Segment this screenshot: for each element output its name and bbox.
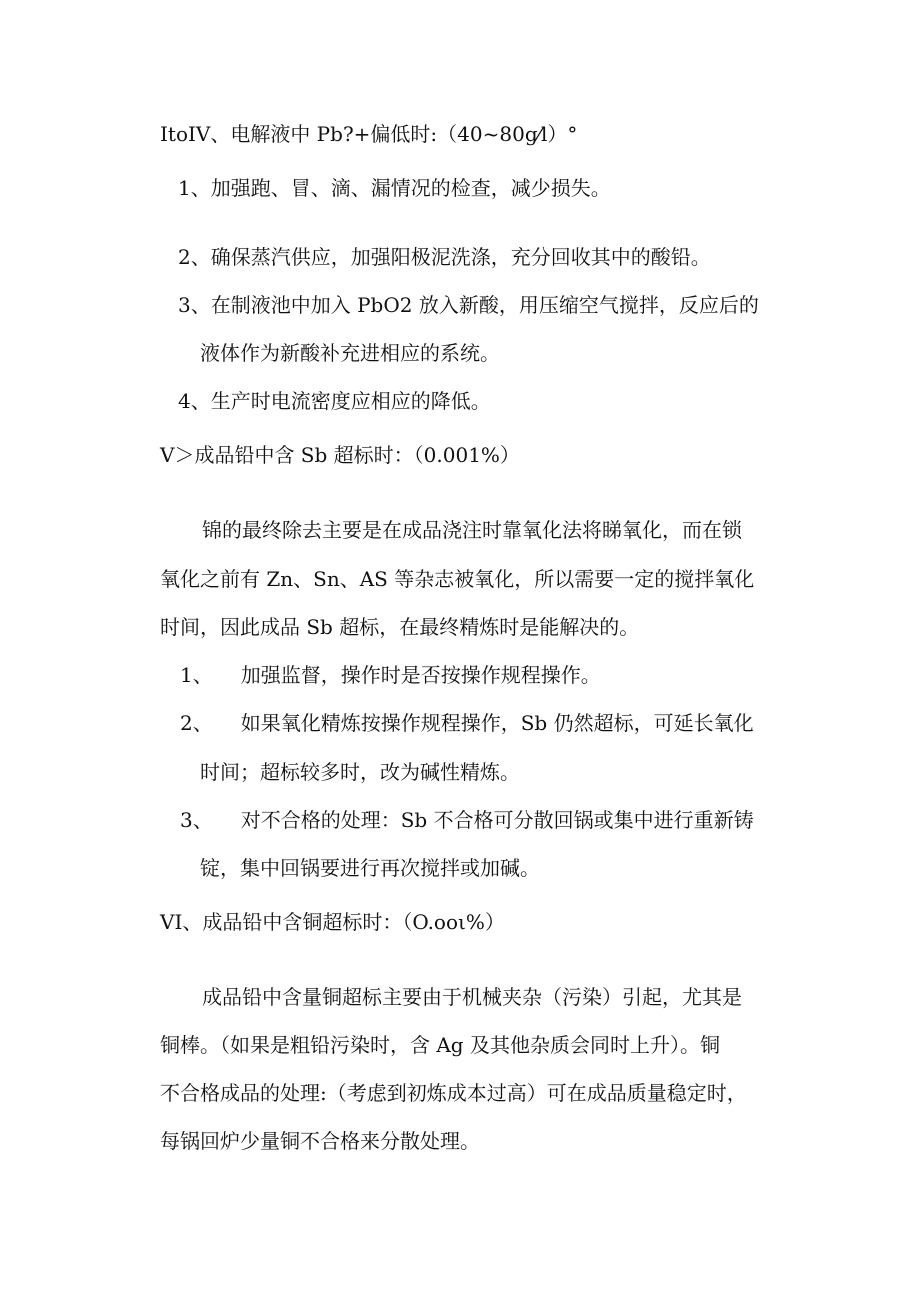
- list-item-continuation: 锭，集中回锅要进行再次搅拌或加碱。: [200, 856, 540, 880]
- list-item-text: 确保蒸汽供应，加强阳极泥洗涤，充分回收其中的酸铅。: [210, 245, 711, 269]
- paragraph-line: 每锅回炉少量铜不合格来分散处理。: [160, 1129, 480, 1153]
- list-item-text: 如果氧化精炼按操作规程操作，Sb 仍然超标，可延长氧化: [240, 711, 754, 735]
- list-item-number: 1、: [178, 176, 211, 200]
- paragraph-line: 铜棒。（如果是粗铅污染时，含 Ag 及其他杂质会同时上升）。铜: [160, 1033, 720, 1057]
- list-item-number: 1、: [180, 663, 213, 687]
- paragraph-line: 不合格成品的处理:（考虑到初炼成本过高）可在成品质量稳定时，: [160, 1081, 747, 1105]
- list-item-number: 3、: [178, 293, 211, 317]
- list-item-text: 加强跑、冒、滴、漏情况的检查，减少损失。: [210, 176, 611, 200]
- list-item-number: 3、: [180, 808, 213, 832]
- list-item: [178, 174, 611, 202]
- paragraph-line: 成品铅中含量铜超标主要由于机械夹杂（污染）引起，尤其是: [202, 985, 742, 1009]
- section-heading-vi: VI、成品铅中含铜超标时：（O.ooι%）: [160, 910, 505, 934]
- list-item-continuation: 液体作为新酸补充进相应的系统。: [200, 341, 500, 365]
- list-item: [180, 709, 754, 737]
- section-heading-iv: ItoIV、电解液中 Pb?+偏低时:（40~80g⁄l）°: [160, 122, 578, 146]
- paragraph-line: 锦的最终除去主要是在成品浇注时靠氧化法将睇氧化，而在锁: [202, 518, 742, 542]
- list-item-text: 对不合格的处理：Sb 不合格可分散回锅或集中进行重新铸: [240, 808, 754, 832]
- list-item-continuation: 时间；超标较多时，改为碱性精炼。: [200, 760, 520, 784]
- paragraph-line: 氧化之前有 Zn、Sn、AS 等杂志被氧化，所以需要一定的搅拌氧化: [160, 567, 755, 591]
- list-item-number: 4、: [178, 389, 211, 413]
- list-item-number: 2、: [178, 245, 211, 269]
- section-heading-v: V＞成品铅中含 Sb 超标时：（0.001%）: [160, 443, 520, 467]
- paragraph-line: 时间，因此成品 Sb 超标，在最终精炼时是能解决的。: [160, 615, 640, 639]
- list-item-text: 加强监督，操作时是否按操作规程操作。: [240, 663, 601, 687]
- list-item: [180, 806, 754, 834]
- list-item-number: 2、: [180, 711, 213, 735]
- list-item: [180, 661, 601, 689]
- list-item: [178, 387, 491, 415]
- list-item-text: 生产时电流密度应相应的降低。: [210, 389, 491, 413]
- list-item: [178, 243, 711, 271]
- list-item: [178, 291, 759, 319]
- list-item-text: 在制液池中加入 PbO2 放入新酸，用压缩空气搅拌，反应后的: [210, 293, 759, 317]
